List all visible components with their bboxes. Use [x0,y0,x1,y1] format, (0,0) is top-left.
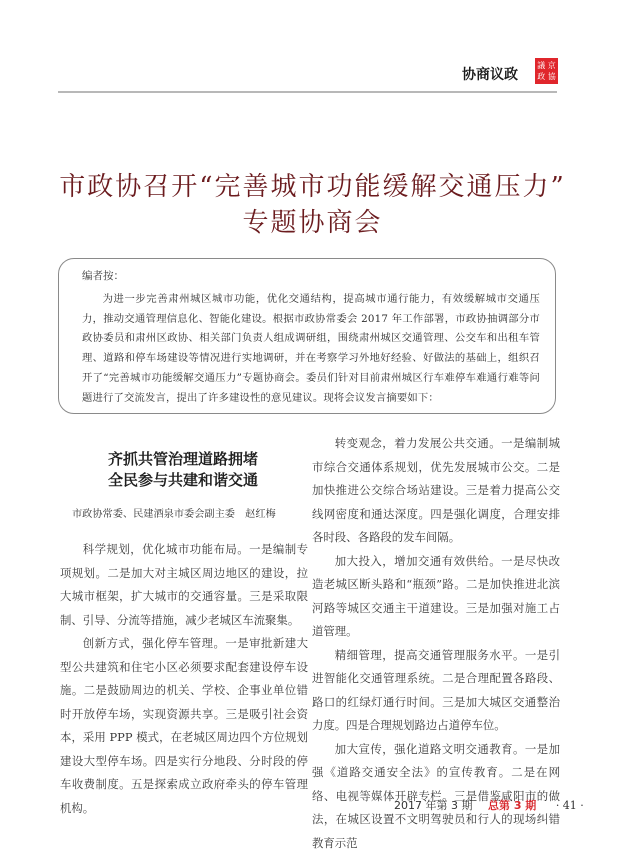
stamp-char: 政 [537,72,546,81]
seal-stamp-icon [535,58,558,84]
article-title-line-2: 全民参与共建和谐交通 [107,471,258,489]
article-right-column [312,432,560,855]
stamp-char: 京 [547,61,556,70]
paragraph: 科学规划，优化城市功能布局。一是编制专项规划。二是加大对主城区周边地区的建设，拉大城市框架，扩大城市的交通容量。三是采取限制、引导、分流等措施，减少老城区车流聚集。 [60,542,308,627]
paragraph: 加大投入，增加交通有效供给。一是尽快改造老城区断头路和“瓶颈”路。二是加快推进北滨河路等城区交通主干道建设。三是加强对施工占道管理。 [312,553,560,638]
page-title-line-2: 专题协商会 [242,208,383,238]
section-label: 协商议政 [462,67,518,83]
article-title-line-1: 齐抓共管治理道路拥堵 [107,450,258,468]
paragraph: 精细管理，提高交通管理服务水平。一是引进智能化交通管理系统。二是合理配置各路段、路口的红绿灯通行时间。三是加大城区交通整治力度。四是合理规划路边占道停车位。 [312,647,560,732]
paragraph: 转变观念，着力发展公共交通。一是编制城市综合交通体系规划，优先发展城市公交。二是加快推进公交综合场站建设。三是着力提高公交线网密度和通达深度。四是强化调度，合理安排各时段、各路段的发车间隔。 [312,436,560,544]
editor-note-body: 为进一步完善肃州城区城市功能，优化交通结构，提高城市通行能力，有效缓解城市交通压力，推动交通管理信息化、智能化建设。根据市政协常委会 2017 年工作部署，市政协抽调部分市政协委员和肃州区政协、相关部门负责人组成调研组，围绕肃州城区交通管理、公交车和出租车管理、道路和停车场建设等情况进行实地调研，并在考察学习外地好经验、好做法的基础上，组织召开了“完善城市功能缓解交通压力”专题协商会。委员们针对目前肃州城区行车难停车难通行难等问题进行了交流发言，提出了许多建设性的意见建议。现将会议发言摘要如下： [82,293,540,404]
issue-tag: 总第 3 期 [487,799,537,812]
article-byline: 市政协常委、民建酒泉市委会副主委 赵红梅 [72,509,276,520]
paragraph: 创新方式，强化停车管理。一是审批新建大型公共建筑和住宅小区必须要求配套建设停车设施。二是鼓励周边的机关、学校、企事业单位错时开放停车场，实现资源共享。三是吸引社会资本，采用 PPP 模式，在老城区周边四个方位规划建设大型停车场。四是实行分地段、分时段的停车收费制度。五是探索成立政府牵头的停车管理机构。 [60,636,308,815]
editor-note-label: 编者按： [82,270,124,282]
header-divider [58,91,557,93]
stamp-char: 議 [537,61,546,70]
issue-label: 2017 年第 3 期 [394,799,473,812]
page-footer [394,797,584,813]
page-title-line-1: 市政协召开“完善城市功能缓解交通压力” [59,172,566,202]
article-left-column [60,538,308,820]
paragraph: 加大宣传，强化道路文明交通教育。一是加强《道路交通安全法》的宣传教育。二是在网络、电视等媒体开辟专栏。三是借鉴咸阳市的做法，在城区设置不文明驾驶员和行人的现场纠错教育示范 [312,741,560,850]
page-number: · 41 · [555,799,584,812]
stamp-char: 協 [547,72,556,81]
